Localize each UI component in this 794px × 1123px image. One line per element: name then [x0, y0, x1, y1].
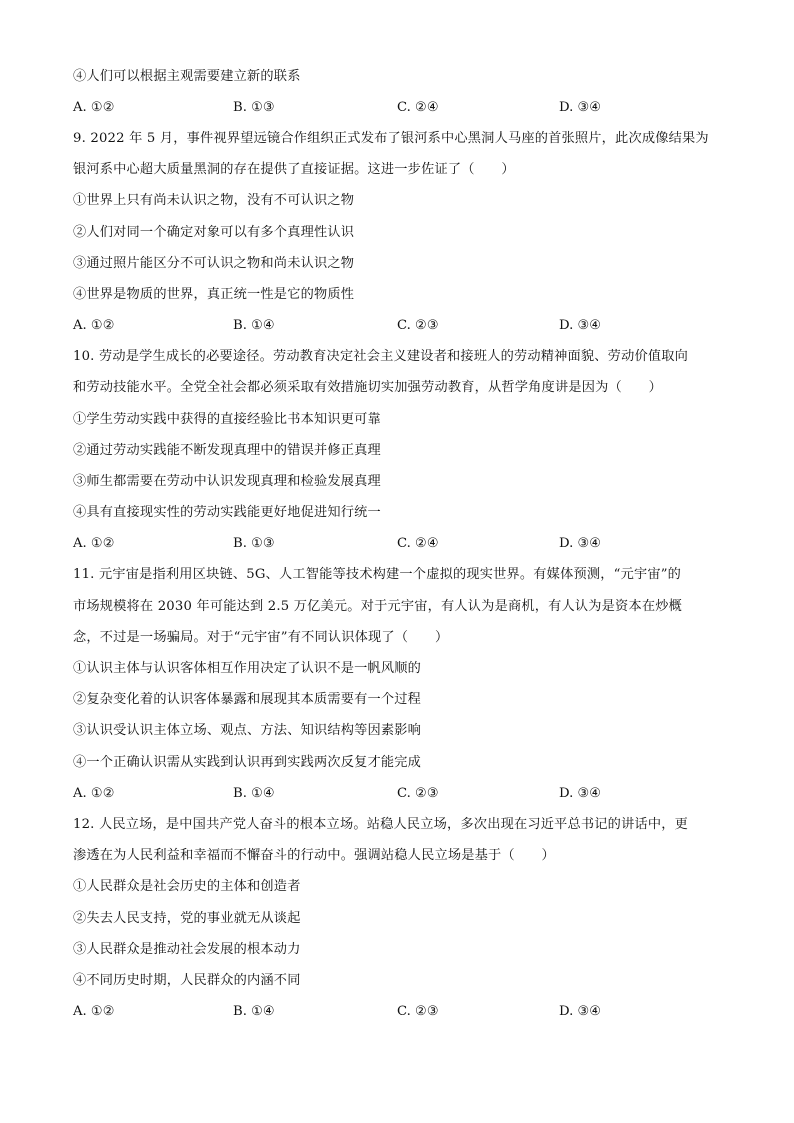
q9-options [73, 317, 733, 335]
q12-item-2: ②失去人民支持，党的事业就无从谈起 [73, 911, 301, 926]
q9-option-b: B. ①④ [233, 318, 275, 333]
q11-option-a: A. ①② [73, 786, 115, 801]
q10-item-3: ③师生都需要在劳动中认识发现真理和检验发展真理 [73, 474, 381, 489]
q9-item-3: ③通过照片能区分不可认识之物和尚未认识之物 [73, 256, 355, 271]
q12-option-c: C. ②③ [397, 1004, 439, 1019]
q9-option-a: A. ①② [73, 318, 115, 333]
q9-stem-line-2: 银河系中心超大质量黑洞的存在提供了直接证据。这进一步佐证了（ ） [73, 162, 515, 177]
q11-stem-line-1: 11. 元宇宙是指利用区块链、5G、人工智能等技术构建一个虚拟的现实世界。有媒体预测，“元宇宙”的 [73, 567, 682, 582]
q11-option-d: D. ③④ [559, 786, 602, 801]
q12-option-a: A. ①② [73, 1004, 115, 1019]
q11-stem-line-3: 念，不过是一场骗局。对于“元宇宙”有不同认识体现了（ ） [73, 630, 449, 645]
q11-options [73, 785, 733, 803]
q9-stem-line-1: 9. 2022 年 5 月，事件视界望远镜合作组织正式发布了银河系中心黑洞人马座的首张照片，此次成像结果为 [73, 131, 709, 146]
q12-option-d: D. ③④ [559, 1004, 602, 1019]
q9-item-2: ②人们对同一个确定对象可以有多个真理性认识 [73, 225, 355, 240]
q12-item-4: ④不同历史时期，人民群众的内涵不同 [73, 973, 301, 988]
q10-item-1: ①学生劳动实践中获得的直接经验比书本知识更可靠 [73, 412, 381, 427]
q12-item-3: ③人民群众是推动社会发展的根本动力 [73, 942, 301, 957]
q9-option-d: D. ③④ [559, 318, 602, 333]
q11-item-2: ②复杂变化着的认识客体暴露和展现其本质需要有一个过程 [73, 692, 422, 707]
q8-options [73, 99, 733, 117]
q12-item-1: ①人民群众是社会历史的主体和创造者 [73, 879, 301, 894]
q9-item-1: ①世界上只有尚未认识之物，没有不可认识之物 [73, 193, 355, 208]
q8-item-4: ④人们可以根据主观需要建立新的联系 [73, 69, 301, 84]
q8-option-b: B. ①③ [233, 100, 275, 115]
q11-stem-line-2: 市场规模将在 2030 年可能达到 2.5 万亿美元。对于元宇宙，有人认为是商机，有人认为是资本在炒概 [73, 599, 682, 614]
q12-stem-line-1: 12. 人民立场，是中国共产党人奋斗的根本立场。站稳人民立场，多次出现在习近平总书记的讲话中，更 [73, 817, 689, 832]
q12-stem-line-2: 渗透在为人民利益和幸福而不懈奋斗的行动中。强调站稳人民立场是基于（ ） [73, 848, 555, 863]
q12-options [73, 1003, 733, 1021]
q10-item-4: ④具有直接现实性的劳动实践能更好地促进知行统一 [73, 505, 381, 520]
q10-option-b: B. ①③ [233, 536, 275, 551]
q11-item-4: ④一个正确认识需从实践到认识再到实践两次反复才能完成 [73, 755, 422, 770]
q10-item-2: ②通过劳动实践能不断发现真理中的错误并修正真理 [73, 443, 381, 458]
q11-item-3: ③认识受认识主体立场、观点、方法、知识结构等因素影响 [73, 723, 422, 738]
q12-option-b: B. ①④ [233, 1004, 275, 1019]
q9-item-4: ④世界是物质的世界，真正统一性是它的物质性 [73, 287, 355, 302]
q10-stem-line-2: 和劳动技能水平。全党全社会都必须采取有效措施切实加强劳动教育，从哲学角度讲是因为（ ） [73, 380, 663, 395]
q11-option-b: B. ①④ [233, 786, 275, 801]
q8-option-a: A. ①② [73, 100, 115, 115]
q11-item-1: ①认识主体与认识客体相互作用决定了认识不是一帆风顺的 [73, 661, 422, 676]
q10-options [73, 535, 733, 553]
q10-option-d: D. ③④ [559, 536, 602, 551]
q9-option-c: C. ②③ [397, 318, 439, 333]
q10-stem-line-1: 10. 劳动是学生成长的必要途径。劳动教育决定社会主义建设者和接班人的劳动精神面貌、劳动价值取向 [73, 349, 689, 364]
q8-option-c: C. ②④ [397, 100, 439, 115]
q8-option-d: D. ③④ [559, 100, 602, 115]
q10-option-c: C. ②④ [397, 536, 439, 551]
q10-option-a: A. ①② [73, 536, 115, 551]
q11-option-c: C. ②③ [397, 786, 439, 801]
